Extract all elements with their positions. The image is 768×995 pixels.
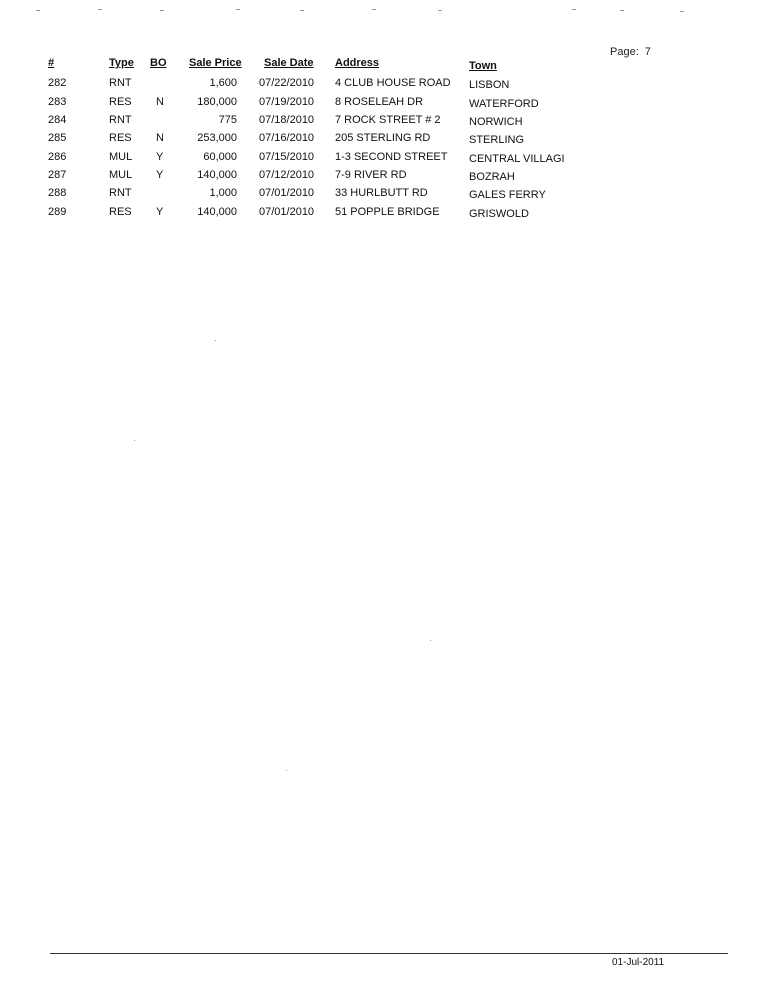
cell-type: RES	[109, 132, 132, 144]
col-header-sale-price: Sale Price	[189, 57, 242, 69]
col-header-bo: BO	[150, 57, 167, 69]
cell-type: MUL	[109, 151, 133, 163]
scan-dot	[430, 640, 431, 641]
col-header-type: Type	[109, 57, 134, 69]
page-number	[610, 46, 651, 58]
cell-town: NORWICH	[469, 116, 523, 128]
cell-sale-date: 07/18/2010	[259, 114, 315, 126]
cell-sale-price: 775	[218, 114, 237, 126]
cell-sale-price: 1,000	[209, 187, 237, 199]
cell-number: 283	[48, 96, 67, 108]
cell-address: 205 STERLING RD	[335, 132, 431, 144]
cell-type: MUL	[109, 169, 133, 181]
cell-sale-date: 07/01/2010	[259, 206, 315, 218]
col-header-number: #	[48, 57, 55, 69]
cell-number: 287	[48, 169, 67, 181]
cell-town: GALES FERRY	[469, 189, 546, 201]
cell-sale-price: 60,000	[203, 151, 237, 163]
cell-bo: Y	[156, 206, 164, 218]
col-header-address: Address	[335, 57, 380, 69]
footer-divider	[50, 953, 728, 954]
cell-bo: Y	[156, 151, 164, 163]
cell-address: 8 ROSELEAH DR	[335, 96, 424, 108]
page-number-value: 7	[644, 46, 651, 58]
cell-address: 4 CLUB HOUSE ROAD	[335, 77, 451, 89]
cell-type: RES	[109, 206, 132, 218]
cell-town: CENTRAL VILLAGI	[469, 153, 565, 165]
cell-number: 282	[48, 77, 67, 89]
cell-number: 284	[48, 114, 67, 126]
cell-town: STERLING	[469, 134, 525, 146]
cell-sale-price: 1,600	[209, 77, 237, 89]
col-header-sale-date: Sale Date	[264, 57, 314, 69]
cell-sale-date: 07/16/2010	[259, 132, 315, 144]
cell-town: WATERFORD	[469, 98, 539, 110]
cell-sale-price: 140,000	[197, 169, 237, 181]
cell-type: RNT	[109, 187, 132, 199]
footer-date: 01-Jul-2011	[612, 957, 665, 968]
cell-address: 1-3 SECOND STREET	[335, 151, 448, 163]
cell-sale-date: 07/22/2010	[259, 77, 315, 89]
cell-number: 288	[48, 187, 67, 199]
cell-bo: N	[156, 96, 164, 108]
cell-number: 289	[48, 206, 67, 218]
cell-sale-price: 140,000	[197, 206, 237, 218]
cell-address: 33 HURLBUTT RD	[335, 187, 428, 199]
cell-number: 286	[48, 151, 67, 163]
col-header-town: Town	[469, 60, 497, 72]
cell-type: RES	[109, 96, 132, 108]
scan-dot	[215, 340, 216, 341]
cell-bo: Y	[156, 169, 164, 181]
cell-sale-date: 07/15/2010	[259, 151, 315, 163]
cell-sale-date: 07/12/2010	[259, 169, 315, 181]
cell-bo: N	[156, 132, 164, 144]
cell-address: 7-9 RIVER RD	[335, 169, 407, 181]
cell-sale-date: 07/01/2010	[259, 187, 315, 199]
cell-number: 285	[48, 132, 67, 144]
cell-type: RNT	[109, 114, 132, 126]
cell-town: GRISWOLD	[469, 208, 529, 220]
scan-dot	[134, 440, 135, 441]
cell-sale-price: 180,000	[197, 96, 237, 108]
scan-dot	[286, 770, 287, 771]
cell-address: 51 POPPLE BRIDGE	[335, 206, 440, 218]
cell-town: LISBON	[469, 79, 510, 91]
cell-sale-price: 253,000	[197, 132, 237, 144]
page-number-label: Page:	[610, 46, 639, 58]
cell-town: BOZRAH	[469, 171, 515, 183]
cell-sale-date: 07/19/2010	[259, 96, 315, 108]
cell-address: 7 ROCK STREET # 2	[335, 114, 441, 126]
cell-type: RNT	[109, 77, 132, 89]
